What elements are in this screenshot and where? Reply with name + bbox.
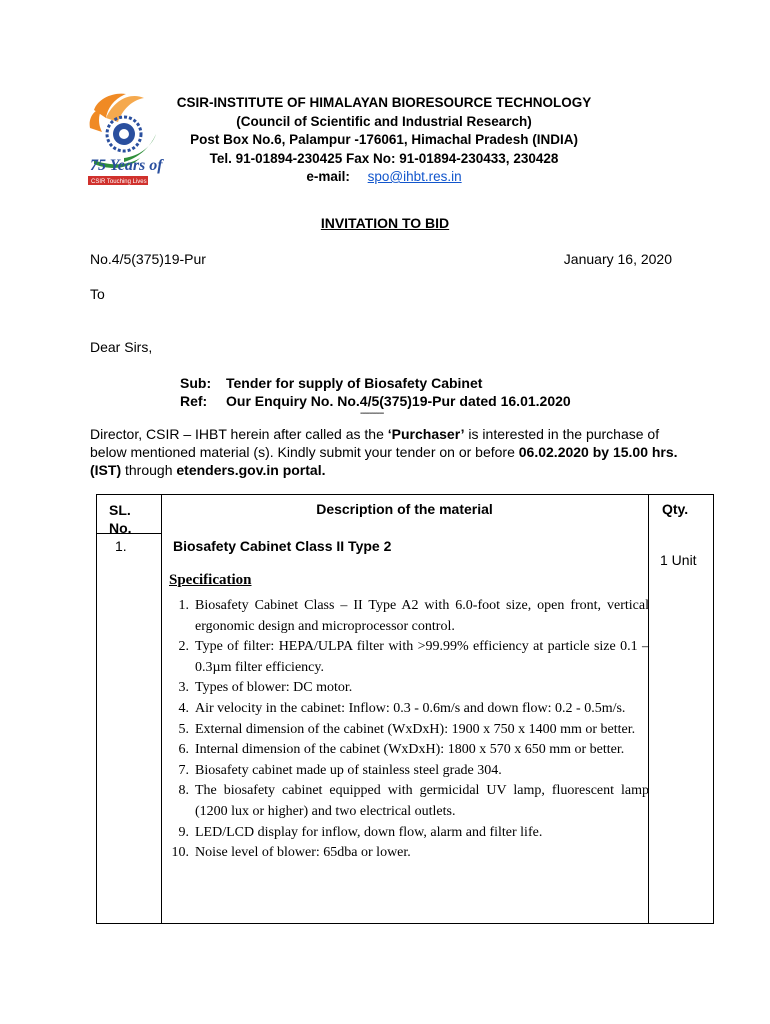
material-table: [96, 494, 714, 924]
spec-item: 8. The biosafety cabinet equipped with germicidal UV lamp, fluorescent lamp (1200 lux or higher) and two electrical outlets.: [178, 783, 649, 819]
table-divider: [161, 495, 162, 923]
spec-item: 10. Noise level of blower: 65dba or lower.: [171, 845, 411, 861]
address: Post Box No.6, Palampur -176061, Himachal Pradesh (INDIA): [190, 132, 578, 147]
item-qty: 1 Unit: [660, 552, 697, 568]
specification-heading: Specification: [169, 572, 252, 588]
header-qty: Qty.: [662, 501, 689, 517]
phone-fax: Tel. 91-01894-230425 Fax No: 91-01894-230433, 230428: [209, 150, 559, 166]
portal-name: etenders.gov.in portal.: [176, 462, 326, 478]
separator: ----------: [360, 408, 384, 419]
item-name: Biosafety Cabinet Class II Type 2: [173, 538, 392, 554]
header-sl-no: SL. No.: [109, 502, 132, 536]
subject-text: Tender for supply of Biosafety Cabinet: [226, 375, 483, 391]
spec-item: 6. Internal dimension of the cabinet (WxDxH): 1800 x 570 x 650 mm or better.: [178, 742, 625, 758]
header-description: Description of the material: [316, 501, 493, 517]
spec-item: 2. Type of filter: HEPA/ULPA filter with >99.99% efficiency at particle size 0.1 – 0.3µm filter efficiency.: [178, 639, 649, 675]
spec-item: 7. Biosafety cabinet made up of stainless steel grade 304.: [178, 762, 502, 778]
subject-label: Sub:: [180, 375, 212, 391]
subject-reference-block: [180, 374, 571, 410]
logo-tagline: CSIR Touching Lives: [91, 179, 147, 185]
letter-date: January 16, 2020: [563, 251, 672, 267]
email-line: [170, 168, 598, 187]
email-link[interactable]: spo@ihbt.res.in: [367, 169, 462, 184]
spec-item: 5. External dimension of the cabinet (WxDxH): 1900 x 750 x 1400 mm or better.: [178, 721, 636, 737]
logo-75-text: 75 Years of: [90, 157, 163, 174]
row-sl-no: 1.: [115, 538, 127, 554]
council-name: (Council of Scientific and Industrial Research): [236, 113, 532, 129]
deadline: 06.02.2020 by 15.00 hrs. (IST): [90, 444, 678, 478]
spec-item: 3. Types of blower: DC motor.: [178, 680, 353, 696]
specification-list: [169, 596, 649, 864]
ref-label: Ref:: [180, 393, 208, 409]
document-title: INVITATION TO BID: [320, 215, 450, 231]
salutation: Dear Sirs,: [90, 339, 153, 355]
body-paragraph: Director, CSIR – IHBT herein after called as the ‘Purchaser’ is interested in the purchase of below mentioned material (s). Kindly submit your tender on or before 06.02.2020 by 15.00 hrs. (IST) through etenders.gov.in portal.: [90, 426, 678, 478]
spec-item: 9. LED/LCD display for inflow, down flow, alarm and filter life.: [178, 824, 543, 840]
email-label: e-mail:: [306, 169, 350, 184]
institute-name: CSIR-INSTITUTE OF HIMALAYAN BIORESOURCE TECHNOLOGY: [176, 95, 592, 110]
spec-item: 4. Air velocity in the cabinet: Inflow: 0.3 - 0.6m/s and down flow: 0.2 - 0.5m/s.: [178, 700, 626, 716]
ref-text: Our Enquiry No. No.4/5(375)19-Pur dated 16.01.2020: [226, 393, 571, 409]
purchaser-term: ‘Purchaser’: [387, 426, 465, 442]
addressee-to: To: [90, 286, 105, 302]
csir-75-years-logo: [84, 88, 164, 192]
letterhead: [170, 94, 598, 187]
subject-line: [180, 374, 571, 392]
spec-item: 1. Biosafety Cabinet Class – II Type A2 with 6.0-foot size, open front, vertical ergonomic design and microprocessor control.: [178, 598, 649, 634]
reference-number: No.4/5(375)19-Pur: [90, 251, 206, 267]
